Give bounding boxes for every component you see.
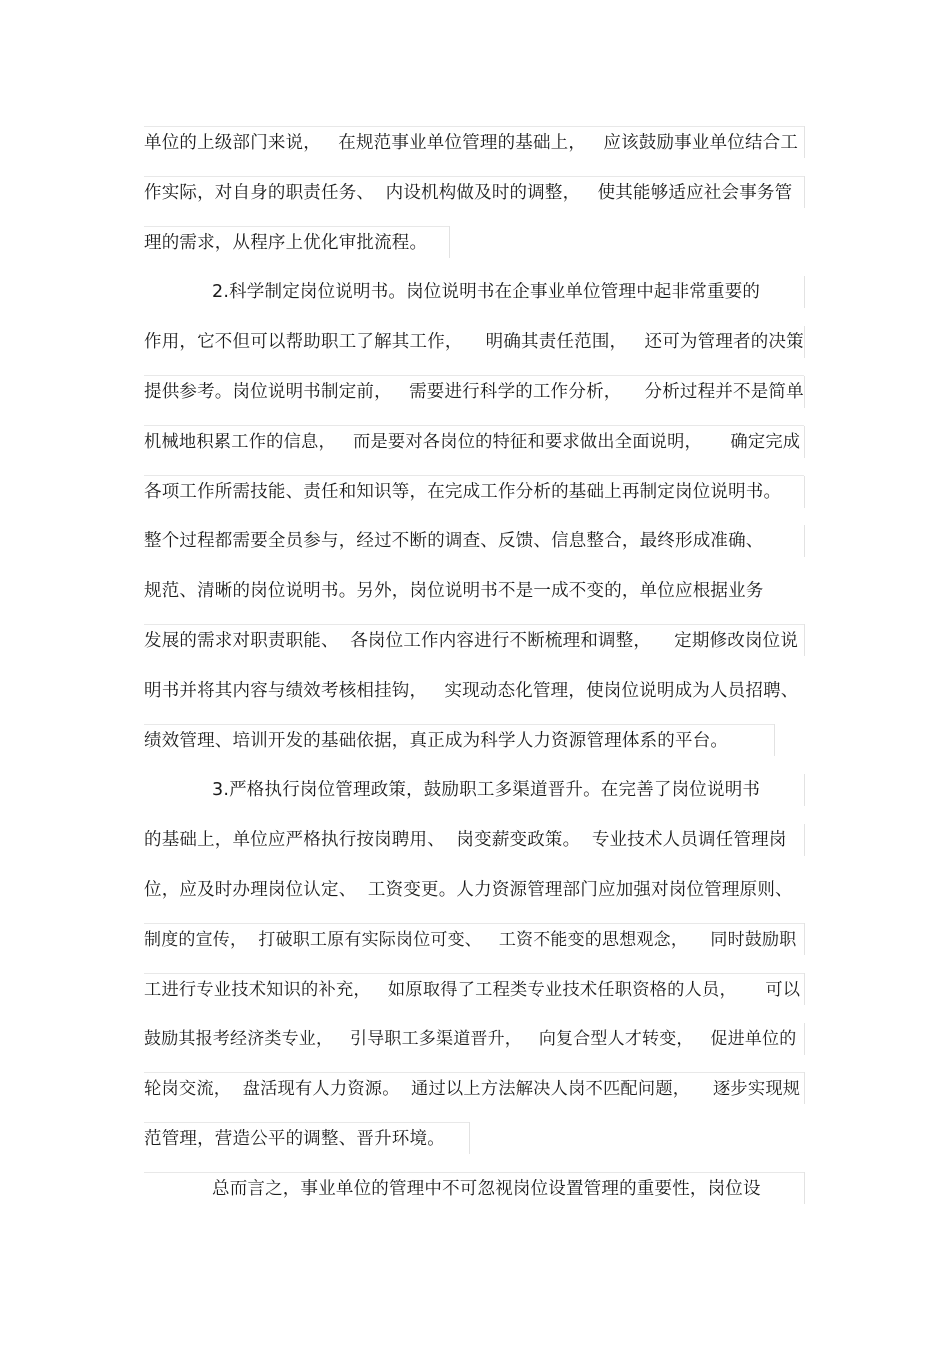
scan-tick — [804, 426, 805, 458]
paragraph-start-line: 3.严格执行岗位管理政策，鼓励职工多渠道晋升。在完善了岗位说明书 — [212, 780, 761, 800]
text-line: 鼓励其报考经济类专业， 引导职工多渠道晋升， 向复合型人才转变， 促进单位的 — [144, 1029, 797, 1049]
scan-rule — [144, 226, 449, 227]
text-line: 提供参考。岗位说明书制定前， 需要进行科学的工作分析， 分析过程并不是简单 — [144, 382, 804, 402]
scan-tick — [804, 176, 805, 208]
text-line: 轮岗交流， 盘活现有人力资源。 通过以上方法解决人岗不匹配问题， 逐步实现规 — [144, 1079, 801, 1099]
scan-rule — [144, 425, 804, 426]
paragraph-start-line: 2.科学制定岗位说明书。岗位说明书在企事业单位管理中起非常重要的 — [212, 282, 761, 302]
scan-tick — [804, 126, 805, 158]
scan-tick — [804, 973, 805, 1005]
scan-tick — [804, 1172, 805, 1204]
scan-tick — [804, 1023, 805, 1055]
scan-rule — [144, 624, 804, 625]
text-line: 制度的宣传， 打破职工原有实际岗位可变、 工资不能变的思想观念， 同时鼓励职 — [144, 930, 797, 950]
text-line: 理的需求，从程序上优化审批流程。 — [144, 233, 428, 253]
scan-tick — [804, 624, 805, 656]
scan-rule — [144, 923, 804, 924]
scan-tick — [804, 525, 805, 557]
text-line: 明书并将其内容与绩效考核相挂钩， 实现动态化管理，使岗位说明成为人员招聘、 — [144, 681, 799, 701]
scan-rule — [144, 1072, 804, 1073]
text-line: 作用，它不但可以帮助职工了解其工作， 明确其责任范围， 还可为管理者的决策 — [144, 332, 804, 352]
scan-rule — [144, 1122, 469, 1123]
scan-tick — [449, 226, 450, 258]
scan-rule — [144, 176, 804, 177]
text-line: 整个过程都需要全员参与，经过不断的调查、反馈、信息整合，最终形成准确、 — [144, 531, 764, 551]
scan-tick — [804, 1072, 805, 1104]
text-line: 工进行专业技术知识的补充， 如原取得了工程类专业技术任职资格的人员， 可以 — [144, 980, 801, 1000]
scan-rule — [144, 973, 804, 974]
scan-rule — [144, 126, 804, 127]
text-line: 的基础上，单位应严格执行按岗聘用、 岗变薪变政策。 专业技术人员调任管理岗 — [144, 830, 787, 850]
scan-tick — [804, 276, 805, 308]
scan-tick — [804, 923, 805, 955]
text-line: 作实际，对自身的职责任务、 内设机构做及时的调整， 使其能够适应社会事务管 — [144, 183, 793, 203]
scan-tick — [804, 376, 805, 408]
text-line: 机械地积累工作的信息， 而是要对各岗位的特征和要求做出全面说明， 确定完成 — [144, 432, 801, 452]
scan-rule — [144, 375, 804, 376]
text-line: 单位的上级部门来说， 在规范事业单位管理的基础上， 应该鼓励事业单位结合工 — [144, 133, 799, 153]
text-line: 绩效管理、培训开发的基础依据，真正成为科学人力资源管理体系的平台。 — [144, 731, 729, 751]
scan-rule — [144, 475, 804, 476]
scan-rule — [144, 1172, 804, 1173]
scan-tick — [804, 476, 805, 508]
scan-rule — [144, 724, 774, 725]
scan-tick — [774, 724, 775, 756]
scan-tick — [469, 1122, 470, 1154]
text-line: 位，应及时办理岗位认定、 工资变更。人力资源管理部门应加强对岗位管理原则、 — [144, 880, 793, 900]
text-line: 规范、清晰的岗位说明书。另外，岗位说明书不是一成不变的，单位应根据业务 — [144, 581, 764, 601]
text-line: 范管理，营造公平的调整、晋升环境。 — [144, 1129, 445, 1149]
scan-tick — [804, 824, 805, 856]
scan-tick — [804, 326, 805, 358]
text-line: 发展的需求对职责职能、 各岗位工作内容进行不断梳理和调整， 定期修改岗位说 — [144, 631, 799, 651]
paragraph-start-line: 总而言之，事业单位的管理中不可忽视岗位设置管理的重要性，岗位设 — [212, 1179, 761, 1199]
scan-tick — [804, 774, 805, 806]
text-line: 各项工作所需技能、责任和知识等，在完成工作分析的基础上再制定岗位说明书。 — [144, 482, 782, 502]
